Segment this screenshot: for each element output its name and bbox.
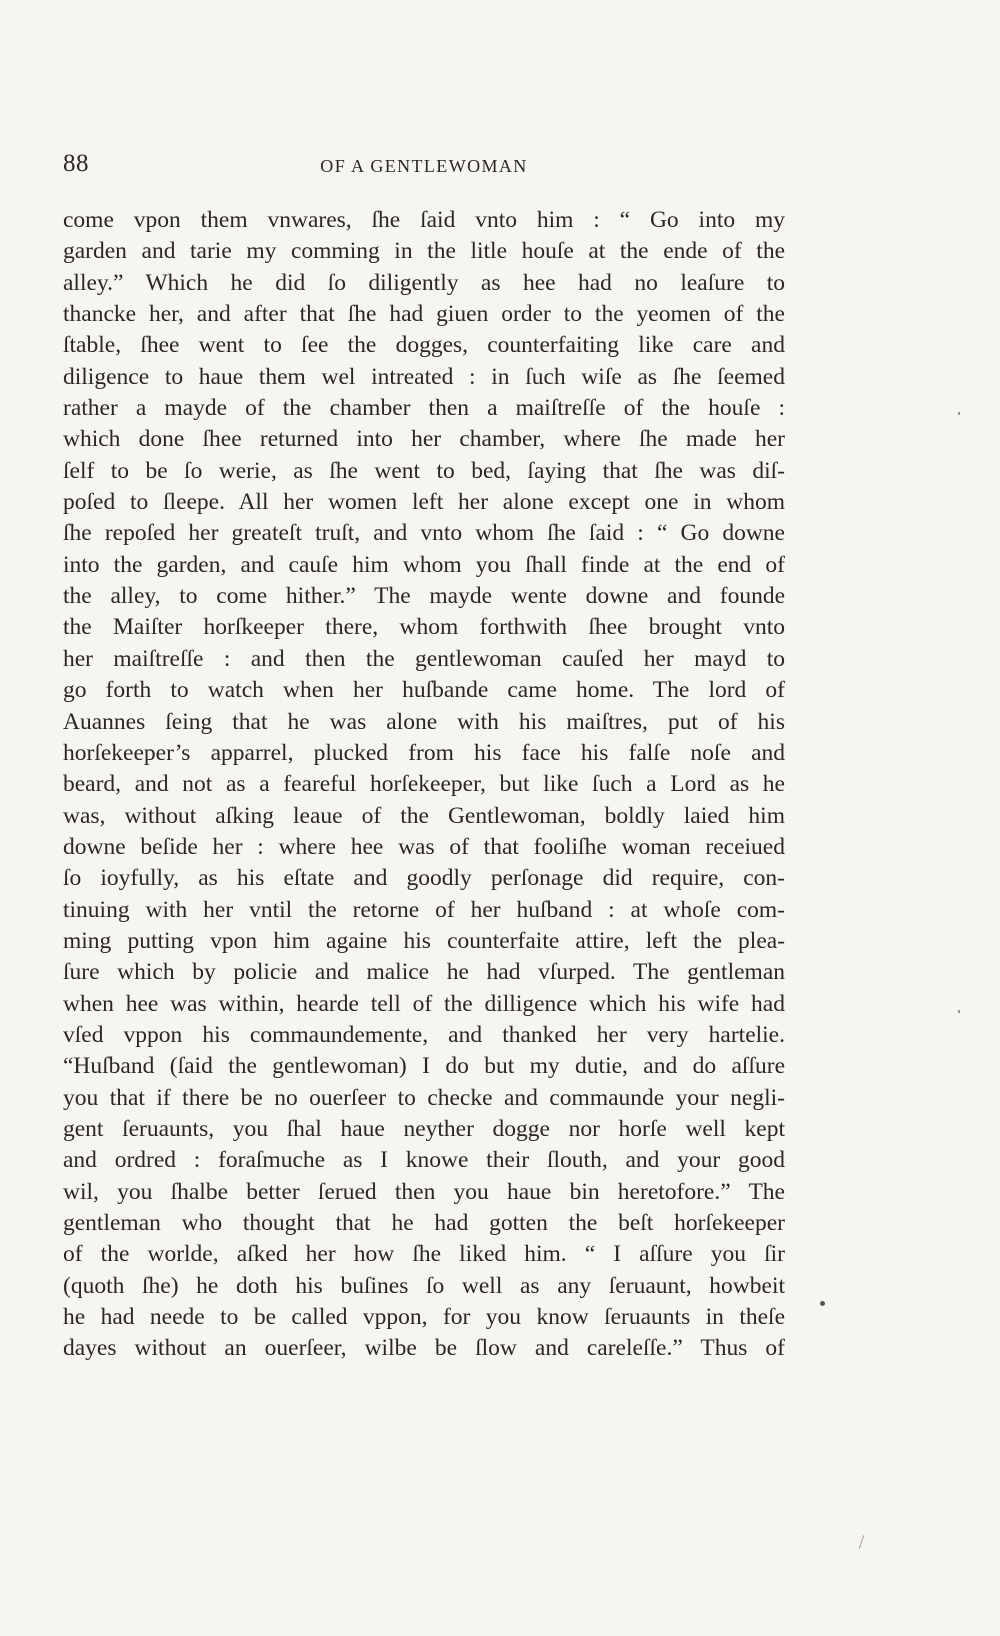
- page-number: 88: [63, 150, 89, 177]
- text-line: (quoth ſhe) he doth his buſines ſo well as any ſeruaunt, howbeit: [63, 1272, 785, 1299]
- text-line: garden and tarie my comming in the litle houſe at the ende of the: [63, 238, 785, 265]
- text-line: ming putting vpon him againe his counterfaite attire, left the plea-: [63, 927, 785, 954]
- running-head: OF A GENTLEWOMAN: [320, 156, 528, 176]
- margin-mark: [859, 1535, 864, 1549]
- margin-mark: [958, 412, 960, 415]
- text-line: which done ſhee returned into her chamber, where ſhe made her: [63, 426, 785, 453]
- text-line: of the worlde, aſked her how ſhe liked him. “ I aſſure you ſir: [63, 1241, 785, 1268]
- text-line: diligence to haue them wel intreated : in ſuch wiſe as ſhe ſeemed: [63, 363, 785, 390]
- text-line: thancke her, and after that ſhe had giuen order to the yeomen of the: [63, 301, 785, 328]
- text-line: gentleman who thought that he had gotten the beſt horſekeeper: [63, 1210, 785, 1236]
- margin-mark: [820, 1301, 825, 1306]
- text-line: her maiſtreſſe : and then the gentlewoman cauſed her mayd to: [63, 645, 785, 672]
- text-line: dayes without an ouerſeer, wilbe be ſlow and careleſſe.” Thus of: [63, 1335, 785, 1362]
- text-line: rather a mayde of the chamber then a maiſtreſſe of the houſe :: [63, 395, 785, 422]
- margin-mark: [958, 1010, 960, 1013]
- text-line: go forth to watch when her huſbande came home. The lord of: [63, 677, 785, 704]
- text-line: ſtable, ſhee went to ſee the dogges, counterfaiting like care and: [63, 332, 785, 359]
- text-line: was, without aſking leaue of the Gentlewoman, boldly laied him: [63, 802, 785, 829]
- text-line: come vpon them vnwares, ſhe ſaid vnto him : “ Go into my: [63, 207, 785, 233]
- text-line: ſhe repoſed her greateſt truſt, and vnto whom ſhe ſaid : “ Go downe: [63, 520, 785, 547]
- text-line: beard, and not as a feareful horſekeeper, but like ſuch a Lord as he: [63, 771, 785, 798]
- text-line: downe beſide her : where hee was of that fooliſhe woman receiued: [63, 833, 785, 860]
- text-line: ſure which by policie and malice he had vſurped. The gentleman: [63, 959, 785, 986]
- text-line: ſelf to be ſo werie, as ſhe went to bed, ſaying that ſhe was diſ-: [63, 457, 785, 484]
- body-text: [63, 205, 785, 1365]
- text-line: vſed vppon his commaundemente, and thanked her very hartelie.: [63, 1021, 785, 1048]
- page-header: [63, 150, 785, 186]
- text-line: horſekeeper’s apparrel, plucked from his face his falſe noſe and: [63, 739, 785, 766]
- text-line: the Maiſter horſkeeper there, whom forthwith ſhee brought vnto: [63, 614, 785, 641]
- text-line: alley.” Which he did ſo diligently as hee had no leaſure to: [63, 269, 785, 296]
- text-line: you that if there be no ouerſeer to checke and commaunde your negli-: [63, 1084, 785, 1111]
- text-line: Auannes ſeing that he was alone with his maiſtres, put of his: [63, 708, 785, 735]
- text-line: the alley, to come hither.” The mayde wente downe and founde: [63, 583, 785, 610]
- text-line: tinuing with her vntil the retorne of her huſband : at whoſe com-: [63, 896, 785, 923]
- text-line: into the garden, and cauſe him whom you ſhall finde at the end of: [63, 551, 785, 578]
- text-line: he had neede to be called vppon, for you know ſeruaunts in theſe: [63, 1304, 785, 1331]
- text-line: ſo ioyfully, as his eſtate and goodly perſonage did require, con-: [63, 865, 785, 892]
- text-line: “Huſband (ſaid the gentlewoman) I do but my dutie, and do aſſure: [63, 1053, 785, 1080]
- text-line: poſed to ſleepe. All her women left her alone except one in whom: [63, 489, 785, 516]
- text-line: when hee was within, hearde tell of the dilligence which his wife had: [63, 990, 785, 1017]
- text-line: and ordred : foraſmuche as I knowe their ſlouth, and your good: [63, 1147, 785, 1174]
- text-line: gent ſeruaunts, you ſhal haue neyther dogge nor horſe well kept: [63, 1115, 785, 1142]
- text-line: wil, you ſhalbe better ſerued then you haue bin heretofore.” The: [63, 1178, 785, 1205]
